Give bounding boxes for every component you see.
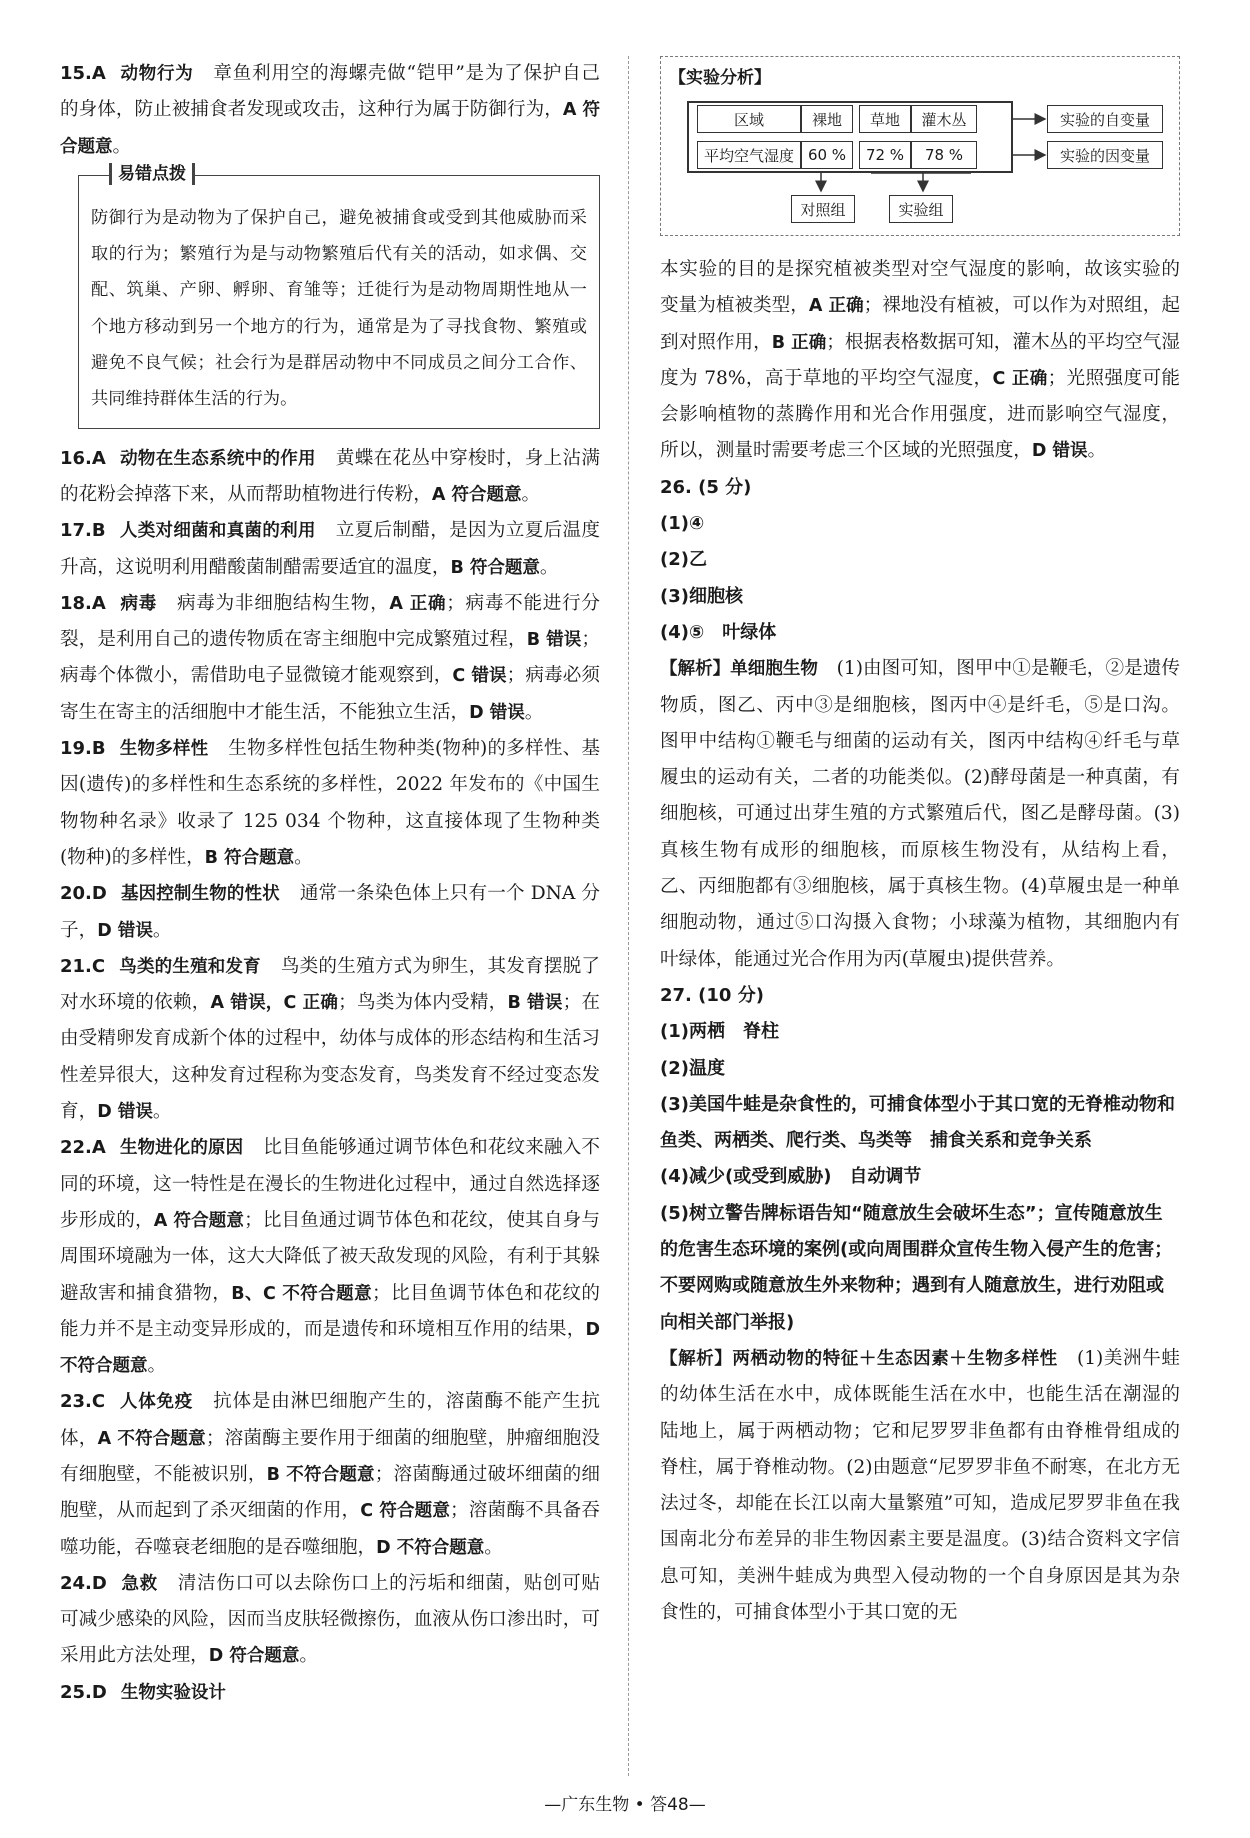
- answer-letter: A: [91, 447, 106, 469]
- topic-label: 动物行为: [119, 64, 194, 84]
- punct: 。: [484, 1536, 503, 1558]
- dependent-variable-tag: 实验的因变量: [1047, 141, 1163, 169]
- answer-27-2: (2)温度: [660, 1057, 725, 1079]
- question-16: [60, 441, 600, 514]
- control-group-tag: 对照组: [791, 195, 855, 223]
- analysis-text: (1)美洲牛蛙的幼体生活在水中，成体既能生活在水中，也能生活在潮湿的陆地上，属于两栖动物；它和尼罗罗非鱼都有由脊椎骨组成的脊柱，属于脊椎动物。(2)由题意“尼罗罗非鱼不耐寒，在北方无法过冬，却能在长江以南大量繁殖”可知，造成尼罗罗非鱼在我国南北分布差异的非生物因素主要是温度。(3)结合资料文字信息可知，美洲牛蛙成为典型入侵动物的一个自身原因是其为杂食性的，可捕食体型小于其口宽的无: [660, 1347, 1181, 1623]
- explanation-text: 章鱼利用空的海螺壳做“铠甲”是为了保护自己的身体，防止被捕食者发现或攻击，这种行为属于防御行为，: [60, 63, 600, 121]
- topic-label: 生物实验设计: [120, 1682, 226, 1703]
- answer-letter: B: [91, 520, 106, 542]
- conclusion: B 错误: [507, 993, 563, 1014]
- answer-26-2: (2)乙: [660, 549, 707, 571]
- answer-27-1: (1)两栖 脊柱: [660, 1021, 779, 1043]
- question-27-header: 27. (10 分): [660, 984, 764, 1006]
- conclusion: C 正确: [992, 368, 1048, 389]
- question-25: [60, 1675, 600, 1711]
- explanation-text: ；病毒个体微小，需借助电子显微镜才能观察到，: [60, 629, 600, 687]
- answer-letter: B: [91, 738, 106, 760]
- analysis-text: (1)由图可知，图甲中①是鞭毛，②是遗传物质，图乙、丙中③是细胞核，图丙中④是纤毛，⑤是口沟。图甲中结构①鞭毛与细菌的运动有关，图丙中结构④纤毛与草履虫的运动有关，二者的功能类似。(2)酵母菌是一种真菌，有细胞核，可通过出芽生殖的方式繁殖后代，图乙是酵母菌。(3)真核生物有成形的细胞核，而原核生物没有，从结构上看，乙、丙细胞都有③细胞核，属于真核生物。(4)草履虫是一种单细胞动物，通过⑤口沟摄入食物；小球藻为植物，其细胞内有叶绿体，能通过光合作用为丙(草履虫)提供营养。: [660, 658, 1180, 970]
- topic-label: 基因控制生物的性状: [120, 884, 280, 905]
- answer-26-4: (4)⑤ 叶绿体: [660, 621, 777, 643]
- explanation-text: 通常一条染色体上只有一个 DNA 分子，: [60, 883, 600, 941]
- punct: 。: [539, 556, 559, 578]
- conclusion: A 正确: [389, 593, 447, 614]
- explanation-text: 鸟类的生殖方式为卵生，其发育摆脱了对水环境的依赖，: [60, 955, 600, 1014]
- answer-letter: A: [91, 1137, 106, 1159]
- answer-26-1: (1)④: [660, 513, 705, 535]
- column-divider: [628, 56, 629, 1776]
- analysis-label: 【解析】两栖动物的特征＋生态因素＋生物多样性: [660, 1348, 1058, 1369]
- analysis-label: 【解析】单细胞生物: [660, 659, 818, 680]
- tip-box: [78, 163, 600, 429]
- answer-letter: D: [91, 1572, 107, 1594]
- tip-title: 易错点拨: [109, 163, 195, 185]
- question-number: 19.: [60, 738, 92, 760]
- answer-letter: C: [91, 955, 106, 977]
- explanation-text: ；溶菌酶主要作用于细菌的细胞壁，肿瘤细胞没有细胞壁，不能被识别，: [60, 1427, 600, 1485]
- question-number: 25.: [60, 1681, 92, 1703]
- left-column: [60, 56, 600, 1711]
- page-footer: —广东生物 • 答48—: [544, 1795, 706, 1815]
- question-number: 16.: [60, 447, 92, 469]
- row1-label: 区域: [697, 105, 801, 133]
- question-19: [60, 731, 600, 876]
- question-number: 24.: [60, 1572, 92, 1594]
- conclusion: D 不符合题意: [60, 1319, 600, 1377]
- conclusion: D 符合题意: [208, 1646, 300, 1667]
- explanation-text: 本实验的目的是探究植被类型对空气湿度的影响，故该实验的变量为植被类型，: [660, 259, 1180, 317]
- experiment-analysis-box: [660, 56, 1180, 236]
- cell-grass: 草地: [859, 105, 911, 133]
- explanation-text: 生物多样性包括生物种类(物种)的多样性、基因(遗传)的多样性和生态系统的多样性，2022 年发布的《中国生物物种名录》收录了 125 034 个物种，这直接体现了生物种类(物种)的多样性，: [60, 738, 600, 868]
- punct: 。: [521, 483, 541, 505]
- punct: 。: [152, 919, 172, 941]
- conclusion: B 正确: [771, 332, 827, 353]
- independent-variable-tag: 实验的自变量: [1047, 105, 1163, 133]
- question-18: [60, 586, 600, 731]
- conclusion: A 正确: [808, 296, 864, 317]
- question-23: [60, 1384, 600, 1565]
- explanation-text: ；根据表格数据可知，灌木丛的平均空气湿度为 78%，高于草地的平均空气湿度，: [660, 331, 1180, 389]
- conclusion: C 错误: [452, 666, 507, 687]
- topic-label: 急救: [120, 1573, 158, 1594]
- conclusion: D 不符合题意: [376, 1537, 485, 1558]
- question-number: 23.: [60, 1391, 92, 1413]
- topic-label: 鸟类的生殖和发育: [119, 956, 261, 977]
- punct: 。: [147, 1355, 167, 1377]
- conclusion: B 不符合题意: [266, 1464, 375, 1485]
- punct: 。: [1087, 440, 1107, 462]
- question-25-text: [660, 252, 1180, 470]
- answer-letter: A: [91, 63, 106, 84]
- explanation-text: 清洁伤口可以去除伤口上的污垢和细菌，贴创可贴可减少感染的风险，因而当皮肤轻微擦伤，血液从伤口渗出时，可采用此方法处理，: [60, 1572, 600, 1667]
- conclusion: B、C 不符合题意: [231, 1283, 373, 1304]
- question-number: 15.: [60, 63, 92, 84]
- topic-label: 人类对细菌和真菌的利用: [119, 521, 316, 542]
- explanation-text: ；裸地没有植被，可以作为对照组，起到对照作用，: [660, 295, 1180, 353]
- experimental-group-tag: 实验组: [889, 195, 953, 223]
- explanation-text: ；比目鱼通过调节体色和花纹，使其自身与周围环境融为一体，这大大降低了被天敌发现的风险，有利于其躲避敌害和捕食猎物，: [60, 1209, 600, 1304]
- answer-letter: A: [91, 592, 106, 614]
- question-15: [60, 56, 600, 165]
- analysis-26: [660, 651, 1180, 978]
- punct: 。: [112, 135, 132, 157]
- punct: 。: [524, 701, 544, 723]
- topic-label: 人体免疫: [119, 1392, 194, 1413]
- question-number: 20.: [60, 883, 92, 905]
- topic-label: 生物进化的原因: [119, 1138, 244, 1159]
- row2-label: 平均空气湿度: [697, 141, 801, 169]
- explanation-text: ；溶菌酶通过破坏细菌的细胞壁，从而起到了杀灭细菌的作用，: [60, 1463, 600, 1522]
- question-24: [60, 1566, 600, 1675]
- right-column: [660, 56, 1180, 1631]
- answer-27-3: (3)美国牛蛙是杂食性的，可捕食体型小于其口宽的无脊椎动物和鱼类、两栖类、爬行类、鸟类等 捕食关系和竞争关系: [660, 1093, 1175, 1152]
- explanation-text: ；溶菌酶不具备吞噬功能，吞噬衰老细胞的是吞噬细胞，: [60, 1500, 600, 1558]
- question-20: [60, 876, 600, 949]
- answer-letter: C: [91, 1391, 106, 1413]
- conclusion: D 错误: [97, 1102, 153, 1123]
- conclusion: D 错误: [1031, 441, 1088, 462]
- explanation-text: 黄蝶在花丛中穿梭时，身上沾满的花粉会掉落下来，从而帮助植物进行传粉，: [60, 447, 600, 505]
- experiment-title: 【实验分析】: [669, 68, 771, 88]
- topic-label: 生物多样性: [119, 739, 209, 760]
- cell-grass-humidity: 72 %: [859, 141, 911, 169]
- explanation-text: ；鸟类为体内受精，: [338, 992, 508, 1014]
- conclusion: A 符合题意: [60, 100, 600, 157]
- explanation-text: 比目鱼能够通过调节体色和花纹来融入不同的环境，这一特性是在漫长的生物进化过程中，通过自然选择逐步形成的，: [60, 1137, 600, 1231]
- cell-shrub: 灌木丛: [911, 105, 977, 133]
- conclusion: B 错误: [526, 630, 582, 651]
- explanation-text: ；病毒必须寄生在寄主的活细胞中才能生活，不能独立生活，: [60, 665, 600, 723]
- conclusion: D 错误: [469, 702, 525, 723]
- topic-label: 病毒: [119, 593, 157, 614]
- answer-26-3: (3)细胞核: [660, 585, 743, 607]
- cell-shrub-humidity: 78 %: [911, 141, 977, 169]
- question-21: [60, 949, 600, 1130]
- conclusion: A 符合题意: [153, 1210, 245, 1231]
- cell-bare-humidity: 60 %: [801, 141, 853, 169]
- conclusion: A 错误，C 正确: [210, 993, 339, 1014]
- explanation-text: ；光照强度可能会影响植物的蒸腾作用和光合作用强度，进而影响空气湿度，所以，测量时需要考虑三个区域的光照强度，: [660, 367, 1180, 462]
- explanation-text: 立夏后制醋，是因为立夏后温度升高，这说明利用醋酸菌制醋需要适宜的温度，: [60, 520, 600, 578]
- explanation-text: ；比目鱼调节体色和花纹的能力并不是主动变异形成的，而是遗传和环境相互作用的结果，: [60, 1282, 600, 1340]
- question-26-header: 26. (5 分): [660, 476, 752, 498]
- explanation-text: 抗体是由淋巴细胞产生的，溶菌酶不能产生抗体，: [60, 1391, 600, 1449]
- conclusion: A 符合题意: [431, 484, 522, 505]
- question-number: 17.: [60, 520, 92, 542]
- answer-letter: D: [91, 1681, 107, 1703]
- question-number: 21.: [60, 955, 92, 977]
- conclusion: B 符合题意: [204, 847, 295, 868]
- answer-letter: D: [91, 883, 107, 905]
- punct: 。: [294, 846, 313, 868]
- topic-label: 动物在生态系统中的作用: [119, 448, 316, 469]
- answer-27-5: (5)树立警告牌标语告知“随意放生会破坏生态”；宣传随意放生的危害生态环境的案例(或向周围群众宣传生物入侵产生的危害；不要网购或随意放生外来物种；遇到有人随意放生，进行劝阻或向相关部门举报): [660, 1202, 1173, 1333]
- tip-text: 防御行为是动物为了保护自己，避免被捕食或受到其他威胁而采取的行为；繁殖行为是与动物繁殖后代有关的活动，如求偶、交配、筑巢、产卵、孵卵、育雏等；迁徙行为是动物周期性地从一个地方移动到另一个地方的行为，通常是为了寻找食物、繁殖或避免不良气候；社会行为是群居动物中不同成员之间分工合作、共同维持群体生活的行为。: [91, 207, 587, 410]
- conclusion: D 错误: [97, 920, 153, 941]
- punct: 。: [152, 1101, 172, 1123]
- explanation-text: ；在由受精卵发育成新个体的过程中，幼体与成体的形态结构和生活习性差异很大，这种发育过程称为变态发育，鸟类发育不经过变态发育，: [60, 992, 600, 1123]
- cell-bare: 裸地: [801, 105, 853, 133]
- answer-27-4: (4)减少(或受到威胁) 自动调节: [660, 1166, 922, 1188]
- conclusion: A 不符合题意: [97, 1428, 206, 1449]
- analysis-27: [660, 1341, 1180, 1631]
- question-number: 18.: [60, 592, 92, 614]
- question-17: [60, 513, 600, 586]
- punct: 。: [299, 1645, 318, 1667]
- explanation-text: 病毒为非细胞结构生物，: [176, 592, 390, 614]
- conclusion: C 符合题意: [360, 1501, 451, 1522]
- conclusion: B 符合题意: [450, 557, 540, 578]
- question-22: [60, 1130, 600, 1384]
- question-number: 22.: [60, 1137, 92, 1159]
- explanation-text: ；病毒不能进行分裂，是利用自己的遗传物质在寄主细胞中完成繁殖过程，: [60, 592, 600, 651]
